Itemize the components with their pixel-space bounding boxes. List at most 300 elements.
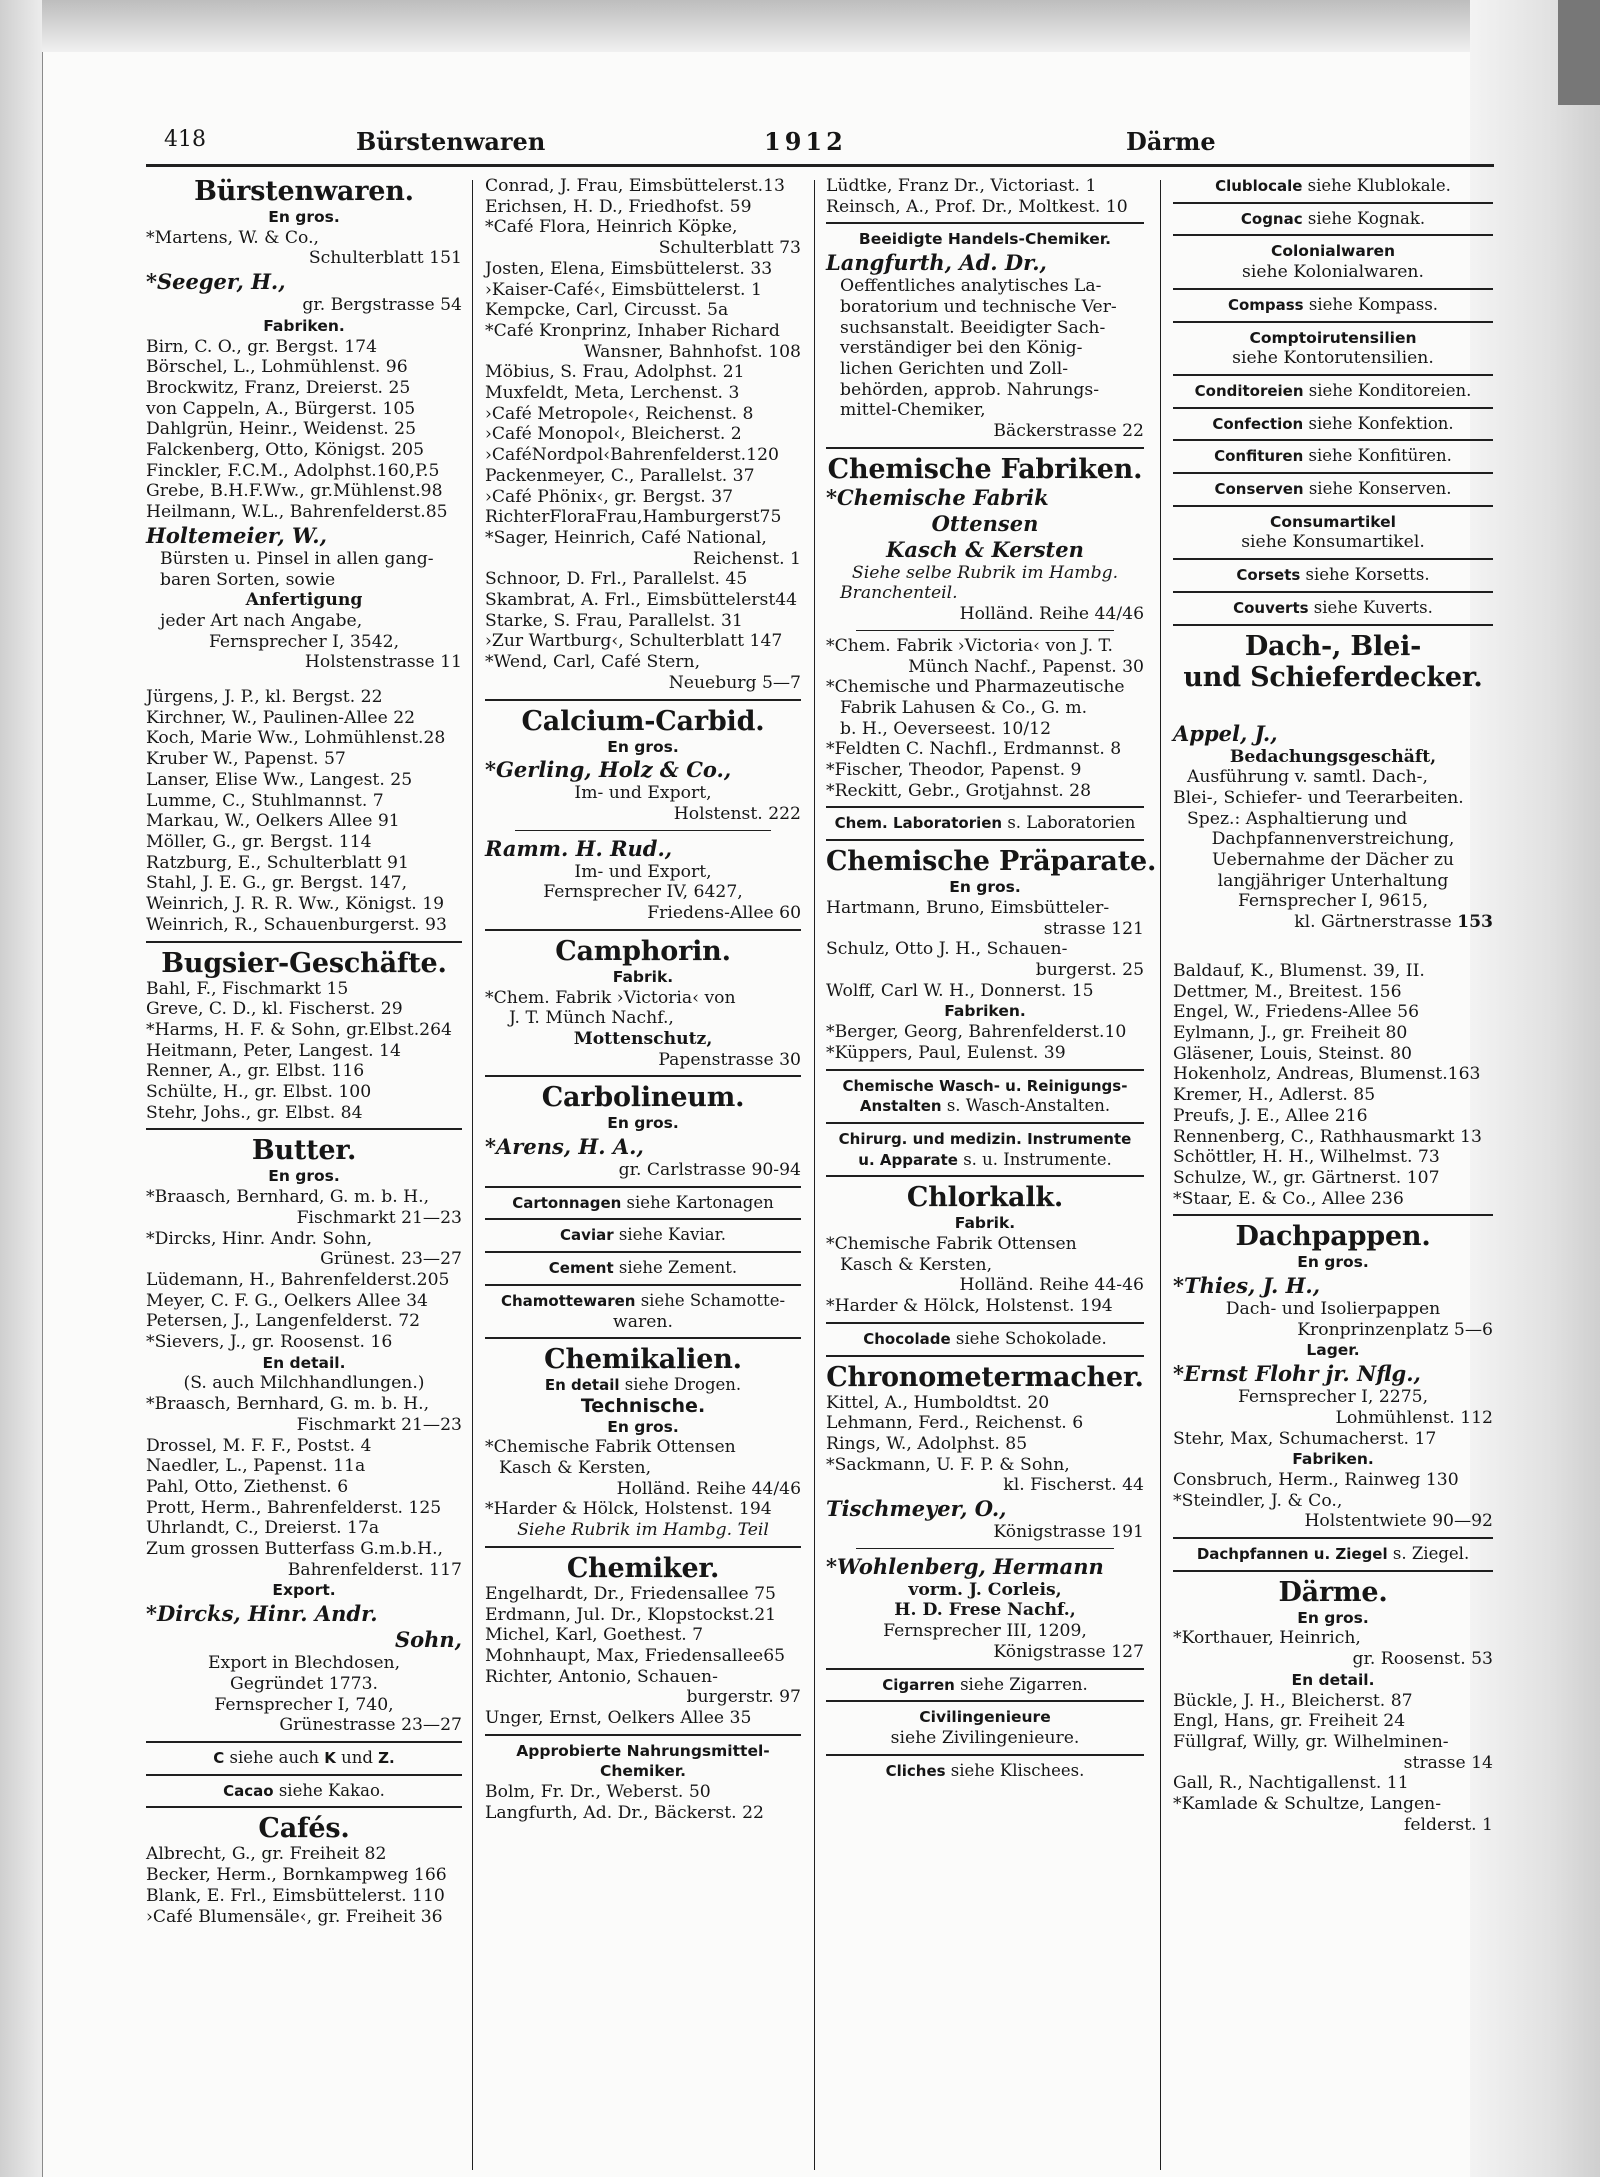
section-rule — [826, 1355, 1144, 1357]
directory-entry: Unger, Ernst, Oelkers Allee 35 — [485, 1708, 752, 1729]
entry-text: siehe Drogen. — [619, 1375, 742, 1395]
directory-entry: Renner, A., gr. Elbst. 116 — [146, 1061, 365, 1082]
bold-keyword: Compass — [1227, 295, 1304, 314]
section-rule — [826, 222, 1144, 224]
directory-entry: ›Café Monopol‹, Bleicherst. 2 — [485, 424, 742, 445]
section-rule — [485, 1337, 801, 1339]
bold-keyword: Cement — [548, 1259, 614, 1278]
firm-name: *Gerling, Holz & Co., — [485, 757, 732, 783]
bold-keyword: Chemische Wasch- u. Reinigungs- — [842, 1076, 1128, 1095]
cross-reference — [485, 1225, 801, 1246]
header-left-keyword: Bürstenwaren — [356, 127, 546, 156]
entry-line: b. H., Oeverseest. 10/12 — [840, 718, 1052, 739]
directory-entry: *Café Flora, Heinrich Köpke, — [485, 217, 738, 238]
cross-reference — [826, 1329, 1144, 1350]
directory-entry: Schülte, H., gr. Elbst. 100 — [146, 1082, 372, 1103]
directory-entry: Packenmeyer, C., Parallelst. 37 — [485, 465, 755, 486]
address-line: Friedens-Allee 60 — [647, 903, 801, 924]
entry-text: siehe Kompass. — [1303, 294, 1439, 314]
directory-entry: Stehr, Johs., gr. Elbst. 84 — [146, 1102, 363, 1123]
directory-entry: Zum grossen Butterfass G.m.b.H., — [146, 1539, 444, 1560]
column-rule — [814, 180, 815, 2170]
column-rule — [1160, 180, 1161, 2170]
directory-entry: *Chem. Fabrik ›Victoria‹ von J. T. — [826, 635, 1113, 656]
directory-entry: *Café Kronprinz, Inhaber Richard — [485, 320, 780, 341]
directory-entry: *Steindler, J. & Co., — [1173, 1490, 1343, 1511]
entry-line: Gegründet 1773. — [229, 1673, 378, 1694]
entry-text: s. u. Instrumente. — [957, 1149, 1112, 1169]
directory-entry: Heitmann, Peter, Langest. 14 — [146, 1040, 401, 1061]
bold-line: vorm. J. Corleis, — [908, 1579, 1062, 1600]
section-rule — [1173, 558, 1493, 560]
bold-keyword: Chamottewaren — [500, 1291, 636, 1310]
section-rule — [826, 447, 1144, 449]
section-rule — [146, 941, 462, 943]
directory-entry: *Sackmann, U. F. P. & Sohn, — [826, 1454, 1070, 1475]
column-rule — [472, 180, 473, 2170]
section-heading: und Schieferdecker. — [1183, 661, 1483, 693]
section-rule — [146, 1774, 462, 1776]
directory-entry: Uhrlandt, C., Dreierst. 17a — [146, 1518, 380, 1539]
directory-entry: Stehr, Max, Schumacherst. 17 — [1173, 1428, 1437, 1449]
directory-entry: *Wend, Carl, Café Stern, — [485, 652, 701, 673]
entry-line: Fernsprecher I, 2275, — [1237, 1387, 1429, 1408]
directory-entry: *Reckitt, Gebr., Grotjahnst. 28 — [826, 780, 1092, 801]
directory-entry: ›CaféNordpol‹Bahrenfelderst.120 — [485, 445, 779, 466]
firm-name: *Thies, J. H., — [1173, 1273, 1321, 1299]
address-line: Lohmühlenst. 112 — [1335, 1407, 1493, 1428]
cross-reference — [1173, 176, 1493, 197]
entry-text: s. Laboratorien — [1002, 813, 1136, 833]
cross-reference — [1173, 295, 1493, 316]
directory-entry: Consbruch, Herm., Rainweg 130 — [1173, 1469, 1459, 1490]
address-line: Holländ. Reihe 44-46 — [959, 1275, 1144, 1296]
directory-entry: Füllgraf, Willy, gr. Wilhelminen- — [1173, 1731, 1449, 1752]
directory-entry: ›Kaiser-Café‹, Eimsbüttelerst. 1 — [485, 279, 762, 300]
firm-name: Langfurth, Ad. Dr., — [826, 250, 1047, 276]
cross-reference — [146, 1748, 462, 1769]
header-year: 1912 — [764, 127, 847, 156]
entry-text: siehe Zement. — [613, 1258, 738, 1278]
bold-line: Bedachungsgeschäft, — [1229, 746, 1437, 767]
directory-entry: ›Zur Wartburg‹, Schulterblatt 147 — [485, 631, 783, 652]
firm-name: *Arens, H. A., — [485, 1134, 644, 1160]
bold-keyword: Chem. Laboratorien — [834, 814, 1003, 833]
section-rule — [485, 1284, 801, 1286]
subheading: Fabriken. — [944, 1002, 1026, 1021]
firm-name: Kasch & Kersten — [886, 536, 1084, 562]
entry-line: behörden, approb. Nahrungs- — [840, 379, 1100, 400]
directory-entry: Finckler, F.C.M., Adolphst.160,P.5 — [146, 460, 440, 481]
directory-entry: Mohnhaupt, Max, Friedensallee65 — [485, 1645, 786, 1666]
directory-entry: Richter, Antonio, Schauen- — [485, 1666, 718, 1687]
entry-text: siehe Konfektion. — [1303, 413, 1454, 433]
directory-entry: *Braasch, Bernhard, G. m. b. H., — [146, 1394, 430, 1415]
section-rule — [1173, 321, 1493, 323]
italic-note: Branchenteil. — [840, 583, 958, 604]
directory-entry: Lehmann, Ferd., Reichenst. 6 — [826, 1413, 1084, 1434]
directory-entry: Kirchner, W., Paulinen-Allee 22 — [146, 707, 416, 728]
firm-name: *Chemische Fabrik — [826, 484, 1049, 510]
header-right-keyword: Därme — [1126, 127, 1216, 156]
entry-line: Oeffentliches analytisches La- — [840, 276, 1102, 297]
entry-text: siehe auch — [224, 1748, 325, 1767]
entry-text: siehe Kartonagen — [621, 1192, 774, 1212]
bold-keyword: Cognac — [1240, 209, 1303, 228]
directory-entry: Wolff, Carl W. H., Donnerst. 15 — [826, 980, 1094, 1001]
cross-reference — [1173, 598, 1493, 619]
directory-entry: Weinrich, R., Schauenburgerst. 93 — [146, 914, 447, 935]
entry-line: Fernsprecher I, 9615, — [1237, 891, 1429, 912]
directory-entry: Dettmer, M., Breitest. 156 — [1173, 981, 1402, 1002]
entry-line: baren Sorten, sowie — [160, 569, 336, 590]
section-heading: Carbolineum. — [541, 1082, 745, 1114]
directory-entry: Jürgens, J. P., kl. Bergst. 22 — [146, 687, 383, 708]
directory-entry: Becker, Herm., Bornkampweg 166 — [146, 1865, 447, 1886]
cross-reference — [826, 1150, 1144, 1171]
address-line: burgerstr. 97 — [686, 1687, 801, 1708]
directory-entry: Starke, S. Frau, Parallelst. 31 — [485, 610, 743, 631]
firm-name: Ramm. H. Rud., — [485, 835, 673, 861]
directory-entry: Rings, W., Adolphst. 85 — [826, 1433, 1028, 1454]
section-rule — [485, 1218, 801, 1220]
directory-entry: Engelhardt, Dr., Friedensallee 75 — [485, 1583, 776, 1604]
section-rule — [1173, 202, 1493, 204]
directory-entry: Bahl, F., Fischmarkt 15 — [146, 978, 349, 999]
directory-entry: Rennenberg, C., Rathhausmarkt 13 — [1173, 1126, 1482, 1147]
section-rule — [826, 839, 1144, 841]
spacer — [146, 673, 462, 687]
cross-reference — [826, 1675, 1144, 1696]
scan-left-edge — [0, 0, 42, 2177]
entry-text: siehe Korsetts. — [1300, 565, 1430, 585]
firm-name: *Ernst Flohr jr. Nflg., — [1173, 1361, 1421, 1387]
address-line: Bäckerstrasse 22 — [993, 421, 1144, 442]
directory-entry: Bolm, Fr. Dr., Weberst. 50 — [485, 1782, 711, 1803]
section-rule — [1173, 1570, 1493, 1572]
directory-entry: Möbius, S. Frau, Adolphst. 21 — [485, 362, 745, 383]
bold-keyword: Cigarren — [882, 1675, 955, 1694]
firm-name: Sohn, — [394, 1627, 462, 1653]
subheading: Consumartikel — [1269, 512, 1396, 531]
address-line: burgerst. 25 — [1035, 959, 1144, 980]
subheading: Export. — [272, 1581, 336, 1600]
entry-line: Fernsprecher I, 3542, — [208, 631, 400, 652]
address-line: Schulterblatt 73 — [658, 238, 801, 259]
directory-entry: Pahl, Otto, Ziethenst. 6 — [146, 1476, 349, 1497]
entry-text: s. Wasch-Anstalten. — [941, 1096, 1111, 1116]
bold-keyword: Couverts — [1233, 598, 1309, 617]
address-line: kl. Fischerst. 44 — [1003, 1475, 1144, 1496]
cross-reference — [1173, 446, 1493, 467]
firm-name: Tischmeyer, O., — [826, 1496, 1007, 1522]
section-heading: Därme. — [1278, 1576, 1388, 1608]
entry-line: Kasch & Kersten, — [840, 1254, 993, 1275]
section-rule — [1173, 1214, 1493, 1216]
bold-keyword: Anstalten — [859, 1097, 942, 1116]
section-heading: Bürstenwaren. — [194, 176, 414, 207]
bold-keyword: Corsets — [1236, 566, 1301, 585]
section-heading: Bugsier-Geschäfte. — [161, 947, 447, 979]
cross-reference — [826, 1096, 1144, 1117]
subheading: Fabriken. — [263, 316, 345, 335]
section-rule — [146, 1128, 462, 1130]
directory-entry: Erichsen, H. D., Friedhofst. 59 — [485, 196, 752, 217]
entry-text: siehe Kuverts. — [1308, 597, 1433, 617]
subheading: En detail. — [262, 1353, 346, 1372]
section-heading: Chemische Fabriken. — [827, 453, 1143, 485]
section-rule — [826, 1322, 1144, 1324]
bold-keyword: En detail — [544, 1376, 620, 1395]
directory-entry: Gall, R., Nachtigallenst. 11 — [1173, 1773, 1409, 1794]
address-line: Grünestrasse 23—27 — [279, 1715, 462, 1736]
entry-text: siehe Konserven. — [1303, 479, 1452, 499]
directory-entry: *Küppers, Paul, Eulenst. 39 — [826, 1042, 1066, 1063]
address-line: Reichenst. 1 — [692, 548, 801, 569]
section-rule — [1173, 407, 1493, 409]
cross-reference — [826, 1129, 1144, 1150]
directory-entry: Schnoor, D. Frl., Parallelst. 45 — [485, 569, 748, 590]
directory-entry: Börschel, L., Lohmühlenst. 96 — [146, 357, 408, 378]
directory-entry: Lüdtke, Franz Dr., Victoriast. 1 — [826, 176, 1097, 196]
directory-entry: Skambrat, A. Frl., Eimsbüttelerst44 — [485, 590, 798, 611]
section-rule — [1173, 234, 1493, 236]
directory-entry: Schulze, W., gr. Gärtnerst. 107 — [1173, 1167, 1440, 1188]
subheading: Colonialwaren — [1270, 242, 1396, 261]
directory-entry: Hokenholz, Andreas, Blumenst.163 — [1173, 1064, 1481, 1085]
entry-line: langjähriger Unterhaltung — [1217, 870, 1449, 891]
cross-reference — [1173, 479, 1493, 500]
section-heading: Chlorkalk. — [906, 1182, 1064, 1214]
subheading: Technische. — [580, 1394, 706, 1417]
bold-keyword: Caviar — [560, 1226, 614, 1245]
entry-text: siehe Kognak. — [1302, 208, 1426, 228]
section-rule — [826, 1069, 1144, 1071]
address-line: Münch Nachf., Papenst. 30 — [908, 656, 1144, 677]
cross-reference — [485, 1258, 801, 1279]
directory-entry: Meyer, C. F. G., Oelkers Allee 34 — [146, 1290, 428, 1311]
entry-line: boratorium und technische Ver- — [840, 296, 1117, 317]
bold-keyword: C — [213, 1749, 225, 1767]
bold-keyword: Z. — [378, 1749, 395, 1767]
directory-entry: Koch, Marie Ww., Lohmühlenst.28 — [146, 728, 446, 749]
cross-reference — [485, 1193, 801, 1214]
section-rule — [826, 806, 1144, 808]
bold-keyword: Cartonnagen — [512, 1193, 622, 1212]
entry-rule — [856, 630, 1114, 631]
section-rule — [485, 1186, 801, 1188]
directory-entry: Langfurth, Ad. Dr., Bäckerst. 22 — [485, 1802, 764, 1823]
directory-entry: Michel, Karl, Goethest. 7 — [485, 1625, 704, 1646]
entry-line: Spez.: Asphaltierung und — [1187, 808, 1408, 829]
directory-column-2 — [485, 176, 801, 1824]
directory-entry: *Staar, E. & Co., Allee 236 — [1173, 1188, 1404, 1209]
address-line: Grünest. 23—27 — [320, 1249, 462, 1270]
bold-keyword: u. Apparate — [858, 1150, 958, 1169]
directory-entry: Lanser, Elise Ww., Langest. 25 — [146, 769, 413, 790]
address-line: Fischmarkt 21—23 — [296, 1207, 462, 1228]
running-header — [160, 127, 1216, 157]
directory-entry: Lüdemann, H., Bahrenfelderst.205 — [146, 1269, 450, 1290]
entry-line: siehe Konsumartikel. — [1241, 532, 1425, 553]
address-line: Bahrenfelderst. 117 — [287, 1559, 462, 1580]
section-rule — [826, 1668, 1144, 1670]
directory-entry: *Chemische Fabrik Ottensen — [485, 1437, 736, 1458]
section-rule — [1173, 591, 1493, 593]
entry-line: jeder Art nach Angabe, — [160, 610, 363, 631]
directory-entry: ›Café Blumensäle‹, gr. Freiheit 36 — [146, 1906, 443, 1927]
address-line: Holstenstrasse 11 — [304, 652, 462, 673]
subheading: Comptoirutensilien — [1249, 328, 1417, 347]
directory-entry: *Korthauer, Heinrich, — [1173, 1628, 1361, 1649]
subheading: En gros. — [949, 878, 1021, 897]
directory-entry: Kruber W., Papenst. 57 — [146, 749, 346, 770]
directory-entry: Reinsch, A., Prof. Dr., Moltkest. 10 — [826, 196, 1128, 217]
cross-reference — [1173, 209, 1493, 230]
subheading: En gros. — [607, 1114, 679, 1133]
subheading: En detail. — [1291, 1670, 1375, 1689]
section-rule — [1173, 439, 1493, 441]
directory-entry: *Feldten C. Nachfl., Erdmannst. 8 — [826, 739, 1122, 760]
directory-entry: *Harder & Hölck, Holstenst. 194 — [485, 1499, 772, 1520]
page-number: 418 — [164, 127, 206, 152]
directory-entry: Muxfeldt, Meta, Lerchenst. 3 — [485, 383, 740, 404]
section-heading: Calcium-Carbid. — [521, 705, 765, 737]
address-line: Papenstrasse 30 — [658, 1049, 801, 1070]
section-rule — [1173, 472, 1493, 474]
directory-entry: Dahlgrün, Heinr., Weidenst. 25 — [146, 419, 417, 440]
section-heading: Dach-, Blei- — [1244, 630, 1422, 662]
section-heading: Chemische Präparate. — [826, 846, 1157, 878]
entry-text: siehe Kakao. — [273, 1780, 385, 1800]
section-rule — [485, 1251, 801, 1253]
directory-entry: *Martens, W. & Co., — [146, 227, 320, 248]
directory-entry: *Dircks, Hinr. Andr. Sohn, — [146, 1228, 373, 1249]
cross-reference — [485, 1375, 801, 1396]
bold-keyword: Confituren — [1214, 447, 1304, 466]
cross-reference — [1173, 1544, 1493, 1565]
entry-text: s. Ziegel. — [1387, 1544, 1470, 1564]
subheading: En gros. — [1297, 1253, 1369, 1272]
directory-entry: Josten, Elena, Eimsbüttelerst. 33 — [485, 258, 773, 279]
section-rule — [485, 1734, 801, 1736]
bold-keyword: K — [324, 1749, 336, 1767]
cross-reference — [146, 1781, 462, 1802]
directory-entry: ›Café Phönix‹, gr. Bergst. 37 — [485, 486, 734, 507]
directory-entry: Blei-, Schiefer- und Teerarbeiten. — [1173, 787, 1464, 808]
firm-name: *Seeger, H., — [146, 269, 286, 295]
address-line: strasse 121 — [1043, 918, 1144, 939]
section-heading: Butter. — [251, 1135, 357, 1167]
bold-keyword: Clublocale — [1215, 177, 1303, 195]
directory-entry: *Chem. Fabrik ›Victoria‹ von — [485, 987, 736, 1008]
bold-keyword: Confection — [1212, 414, 1304, 433]
directory-entry: Albrecht, G., gr. Freiheit 82 — [146, 1844, 387, 1865]
address-line: Holstentwiete 90—92 — [1304, 1511, 1493, 1532]
directory-entry: Markau, W., Oelkers Allee 91 — [146, 811, 400, 832]
directory-entry: Drossel, M. F. F., Postst. 4 — [146, 1435, 372, 1456]
bold-line: H. D. Frese Nachf., — [894, 1600, 1076, 1621]
entry-line: Im- und Export, — [574, 861, 712, 882]
section-rule — [146, 1806, 462, 1808]
address-line: Kronprinzenplatz 5—6 — [1297, 1319, 1493, 1340]
firm-name: Ottensen — [931, 510, 1039, 536]
entry-line: waren. — [613, 1311, 673, 1332]
section-rule — [485, 929, 801, 931]
entry-line: Uebernahme der Dächer zu — [1212, 850, 1454, 871]
section-rule — [1173, 1537, 1493, 1539]
section-rule — [1173, 624, 1493, 626]
directory-entry: Bückle, J. H., Bleicherst. 87 — [1173, 1690, 1413, 1711]
entry-text: siehe Schamotte- — [635, 1290, 786, 1310]
address-line: Wansner, Bahnhofst. 108 — [583, 341, 801, 362]
section-heading: Cafés. — [258, 1813, 350, 1845]
address-line: strasse 14 — [1403, 1752, 1493, 1773]
directory-entry: Kremer, H., Adlerst. 85 — [1173, 1085, 1376, 1106]
entry-text: kl. Gärtnerstrasse — [1294, 912, 1458, 933]
entry-text: siehe Klublokale. — [1302, 176, 1451, 195]
entry-line: Ausführung v. samtl. Dach-, — [1187, 767, 1428, 788]
subheading: En gros. — [268, 1167, 340, 1186]
address-line: Holländ. Reihe 44/46 — [616, 1478, 801, 1499]
section-rule — [1173, 374, 1493, 376]
directory-entry: Preufs, J. E., Allee 216 — [1173, 1105, 1368, 1126]
entry-text: siehe Schokolade. — [950, 1328, 1107, 1348]
directory-entry: *Sager, Heinrich, Café National, — [485, 527, 767, 548]
scan-top-edge — [0, 0, 1600, 52]
cross-reference — [826, 1076, 1144, 1097]
subheading: En gros. — [268, 208, 340, 226]
address-line: Schulterblatt 151 — [308, 248, 462, 269]
cross-reference — [1173, 414, 1493, 435]
entry-line: Fernsprecher IV, 6427, — [543, 882, 743, 903]
subheading: En gros. — [1297, 1608, 1369, 1627]
address-line: Fischmarkt 21—23 — [296, 1414, 462, 1435]
directory-entry: von Cappeln, A., Bürgerst. 105 — [146, 398, 416, 419]
section-rule — [826, 1700, 1144, 1702]
entry-text: siehe Klischees. — [945, 1760, 1085, 1780]
directory-entry: Schulz, Otto J. H., Schauen- — [826, 939, 1068, 960]
entry-text: siehe Konditoreien. — [1303, 380, 1472, 400]
spacer — [1173, 707, 1493, 721]
subheading: En gros. — [607, 737, 679, 756]
directory-entry: Engel, W., Friedens-Allee 56 — [1173, 1002, 1420, 1023]
address-line: Holländ. Reihe 44/46 — [959, 604, 1144, 625]
firm-name: *Dircks, Hinr. Andr. — [146, 1601, 378, 1627]
spacer — [1173, 947, 1493, 961]
subheading: Beeidigte Handels-Chemiker. — [858, 230, 1112, 249]
subheading: En gros. — [607, 1417, 679, 1436]
bold-keyword: Cliches — [885, 1761, 946, 1780]
directory-entry: RichterFloraFrau,Hamburgerst75 — [485, 507, 782, 528]
directory-entry: *Fischer, Theodor, Papenst. 9 — [826, 760, 1082, 781]
directory-entry: Conrad, J. Frau, Eimsbüttelerst.13 — [485, 176, 785, 196]
entry-line: J. T. Münch Nachf., — [509, 1008, 674, 1029]
entry-line: Fernsprecher III, 1209, — [883, 1621, 1087, 1642]
directory-entry: Blank, E. Frl., Eimsbüttelerst. 110 — [146, 1885, 445, 1906]
directory-column-4 — [1173, 176, 1493, 1835]
section-rule — [1173, 505, 1493, 507]
bold-line: Mottenschutz, — [573, 1028, 713, 1049]
bold-keyword: Conserven — [1214, 480, 1304, 499]
section-rule — [146, 1741, 462, 1743]
entry-line: lichen Gerichten und Zoll- — [840, 358, 1069, 379]
directory-entry: Falckenberg, Otto, Königst. 205 — [146, 440, 425, 461]
directory-entry: *Harder & Hölck, Holstenst. 194 — [826, 1296, 1113, 1317]
section-rule — [826, 1175, 1144, 1177]
directory-entry: Gläsener, Louis, Steinst. 80 — [1173, 1043, 1412, 1064]
firm-name: Holtemeier, W., — [146, 522, 327, 548]
